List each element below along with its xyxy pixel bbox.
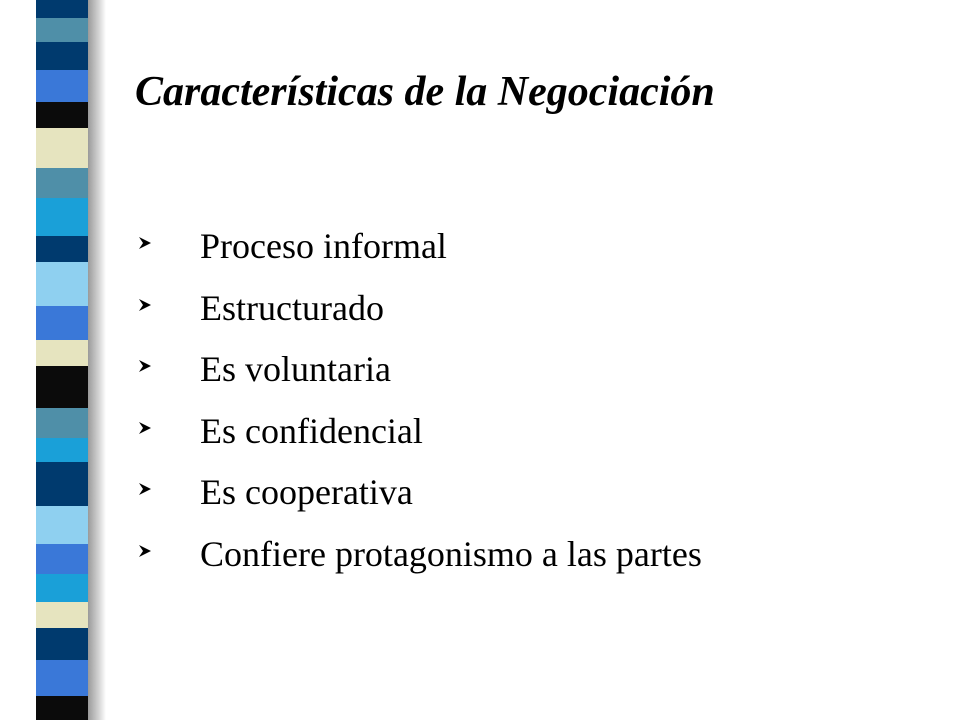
arrowhead-bullet-icon — [138, 284, 200, 317]
strip-block — [36, 128, 92, 168]
bullet-item — [138, 222, 702, 284]
strip-block — [36, 506, 92, 544]
arrowhead-bullet-icon — [138, 222, 200, 255]
strip-block — [36, 696, 92, 720]
strip-block — [36, 462, 92, 506]
arrowhead-bullet-icon — [138, 407, 200, 440]
strip-block — [36, 438, 92, 462]
arrowhead-bullet-icon — [138, 530, 200, 563]
strip-shadow — [88, 0, 106, 720]
strip-block — [36, 70, 92, 102]
strip-block — [36, 102, 92, 128]
slide-title: Características de la Negociación — [135, 69, 715, 115]
bullet-item — [138, 407, 702, 469]
strip-block — [36, 236, 92, 262]
bullet-text: Proceso informal — [200, 226, 447, 266]
decorative-color-strip — [36, 0, 92, 720]
strip-block — [36, 306, 92, 340]
bullet-item — [138, 345, 702, 407]
bullet-text: Confiere protagonismo a las partes — [200, 533, 702, 574]
bullet-text: Es cooperativa — [200, 472, 413, 513]
strip-block — [36, 628, 92, 660]
bullet-text: Es confidencial — [200, 410, 423, 451]
strip-block — [36, 366, 92, 408]
arrowhead-bullet-icon — [138, 345, 200, 378]
bullet-list — [138, 222, 702, 592]
strip-block — [36, 42, 92, 70]
strip-block — [36, 198, 92, 236]
strip-block — [36, 0, 92, 18]
bullet-text: Estructurado — [200, 287, 384, 328]
strip-block — [36, 408, 92, 438]
strip-block — [36, 602, 92, 628]
strip-block — [36, 660, 92, 696]
strip-block — [36, 18, 92, 42]
arrowhead-bullet-icon — [138, 468, 200, 501]
strip-block — [36, 262, 92, 306]
bullet-item — [138, 530, 702, 592]
bullet-item — [138, 284, 702, 346]
strip-block — [36, 340, 92, 366]
strip-block — [36, 574, 92, 602]
bullet-text: Es voluntaria — [200, 349, 391, 390]
strip-block — [36, 544, 92, 574]
bullet-item — [138, 468, 702, 530]
strip-block — [36, 168, 92, 198]
